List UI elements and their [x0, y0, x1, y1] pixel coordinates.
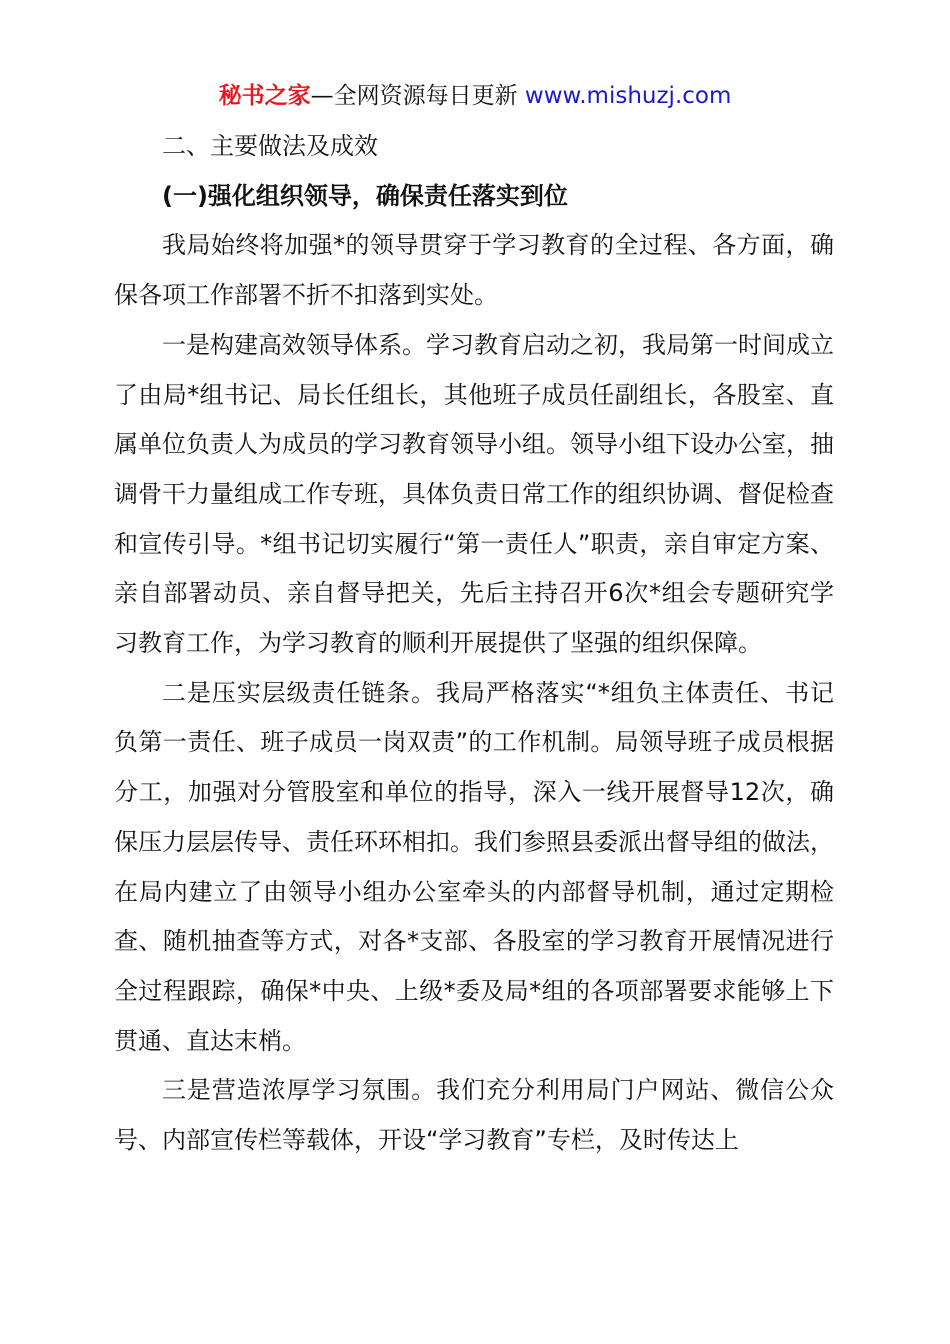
paragraph: 一是构建高效领导体系。学习教育启动之初，我局第一时间成立了由局*组书记、局长任组长，其他班子成员任副组长，各股室、直属单位负责人为成员的学习教育领导小组。领导小组下设办公室，抽调骨干力量组成工作专班，具体负责日常工作的组织协调、督促检查和宣传引导。*组书记切实履行“第一责任人”职责，亲自审定方案、亲自部署动员、亲自督导把关，先后主持召开6次*组会专题研究学习教育工作，为学习教育的顺利开展提供了坚强的组织保障。: [114, 330, 834, 658]
paragraph: 二是压实层级责任链条。我局严格落实“*组负主体责任、书记负第一责任、班子成员一岗双责”的工作机制。局领导班子成员根据分工，加强对分管股室和单位的指导，深入一线开展督导12次，确保压力层层传导、责任环环相扣。我们参照县委派出督导组的做法，在局内建立了由领导小组办公室牵头的内部督导机制，通过定期检查、随机抽查等方式，对各*支部、各股室的学习教育开展情况进行全过程跟踪，确保*中央、上级*委及局*组的各项部署要求能够上下贯通、直达末梢。: [114, 678, 834, 1055]
header-slogan: —全网资源每日更新: [310, 83, 525, 109]
section-heading: 二、主要做法及成效: [162, 132, 378, 160]
site-header: [0, 80, 950, 112]
document-body: [114, 122, 834, 1166]
site-url-link[interactable]: www.mishuzj.com: [524, 83, 732, 109]
paragraph: 三是营造浓厚学习氛围。我们充分利用局门户网站、微信公众号、内部宣传栏等载体，开设“学习教育”专栏，及时传达上: [114, 1076, 834, 1155]
subheading: (一)强化组织领导，确保责任落实到位: [162, 181, 568, 210]
paragraph: 我局始终将加强*的领导贯穿于学习教育的全过程、各方面，确保各项工作部署不折不扣落到实处。: [114, 231, 834, 310]
brand-name: 秘书之家: [218, 83, 311, 109]
